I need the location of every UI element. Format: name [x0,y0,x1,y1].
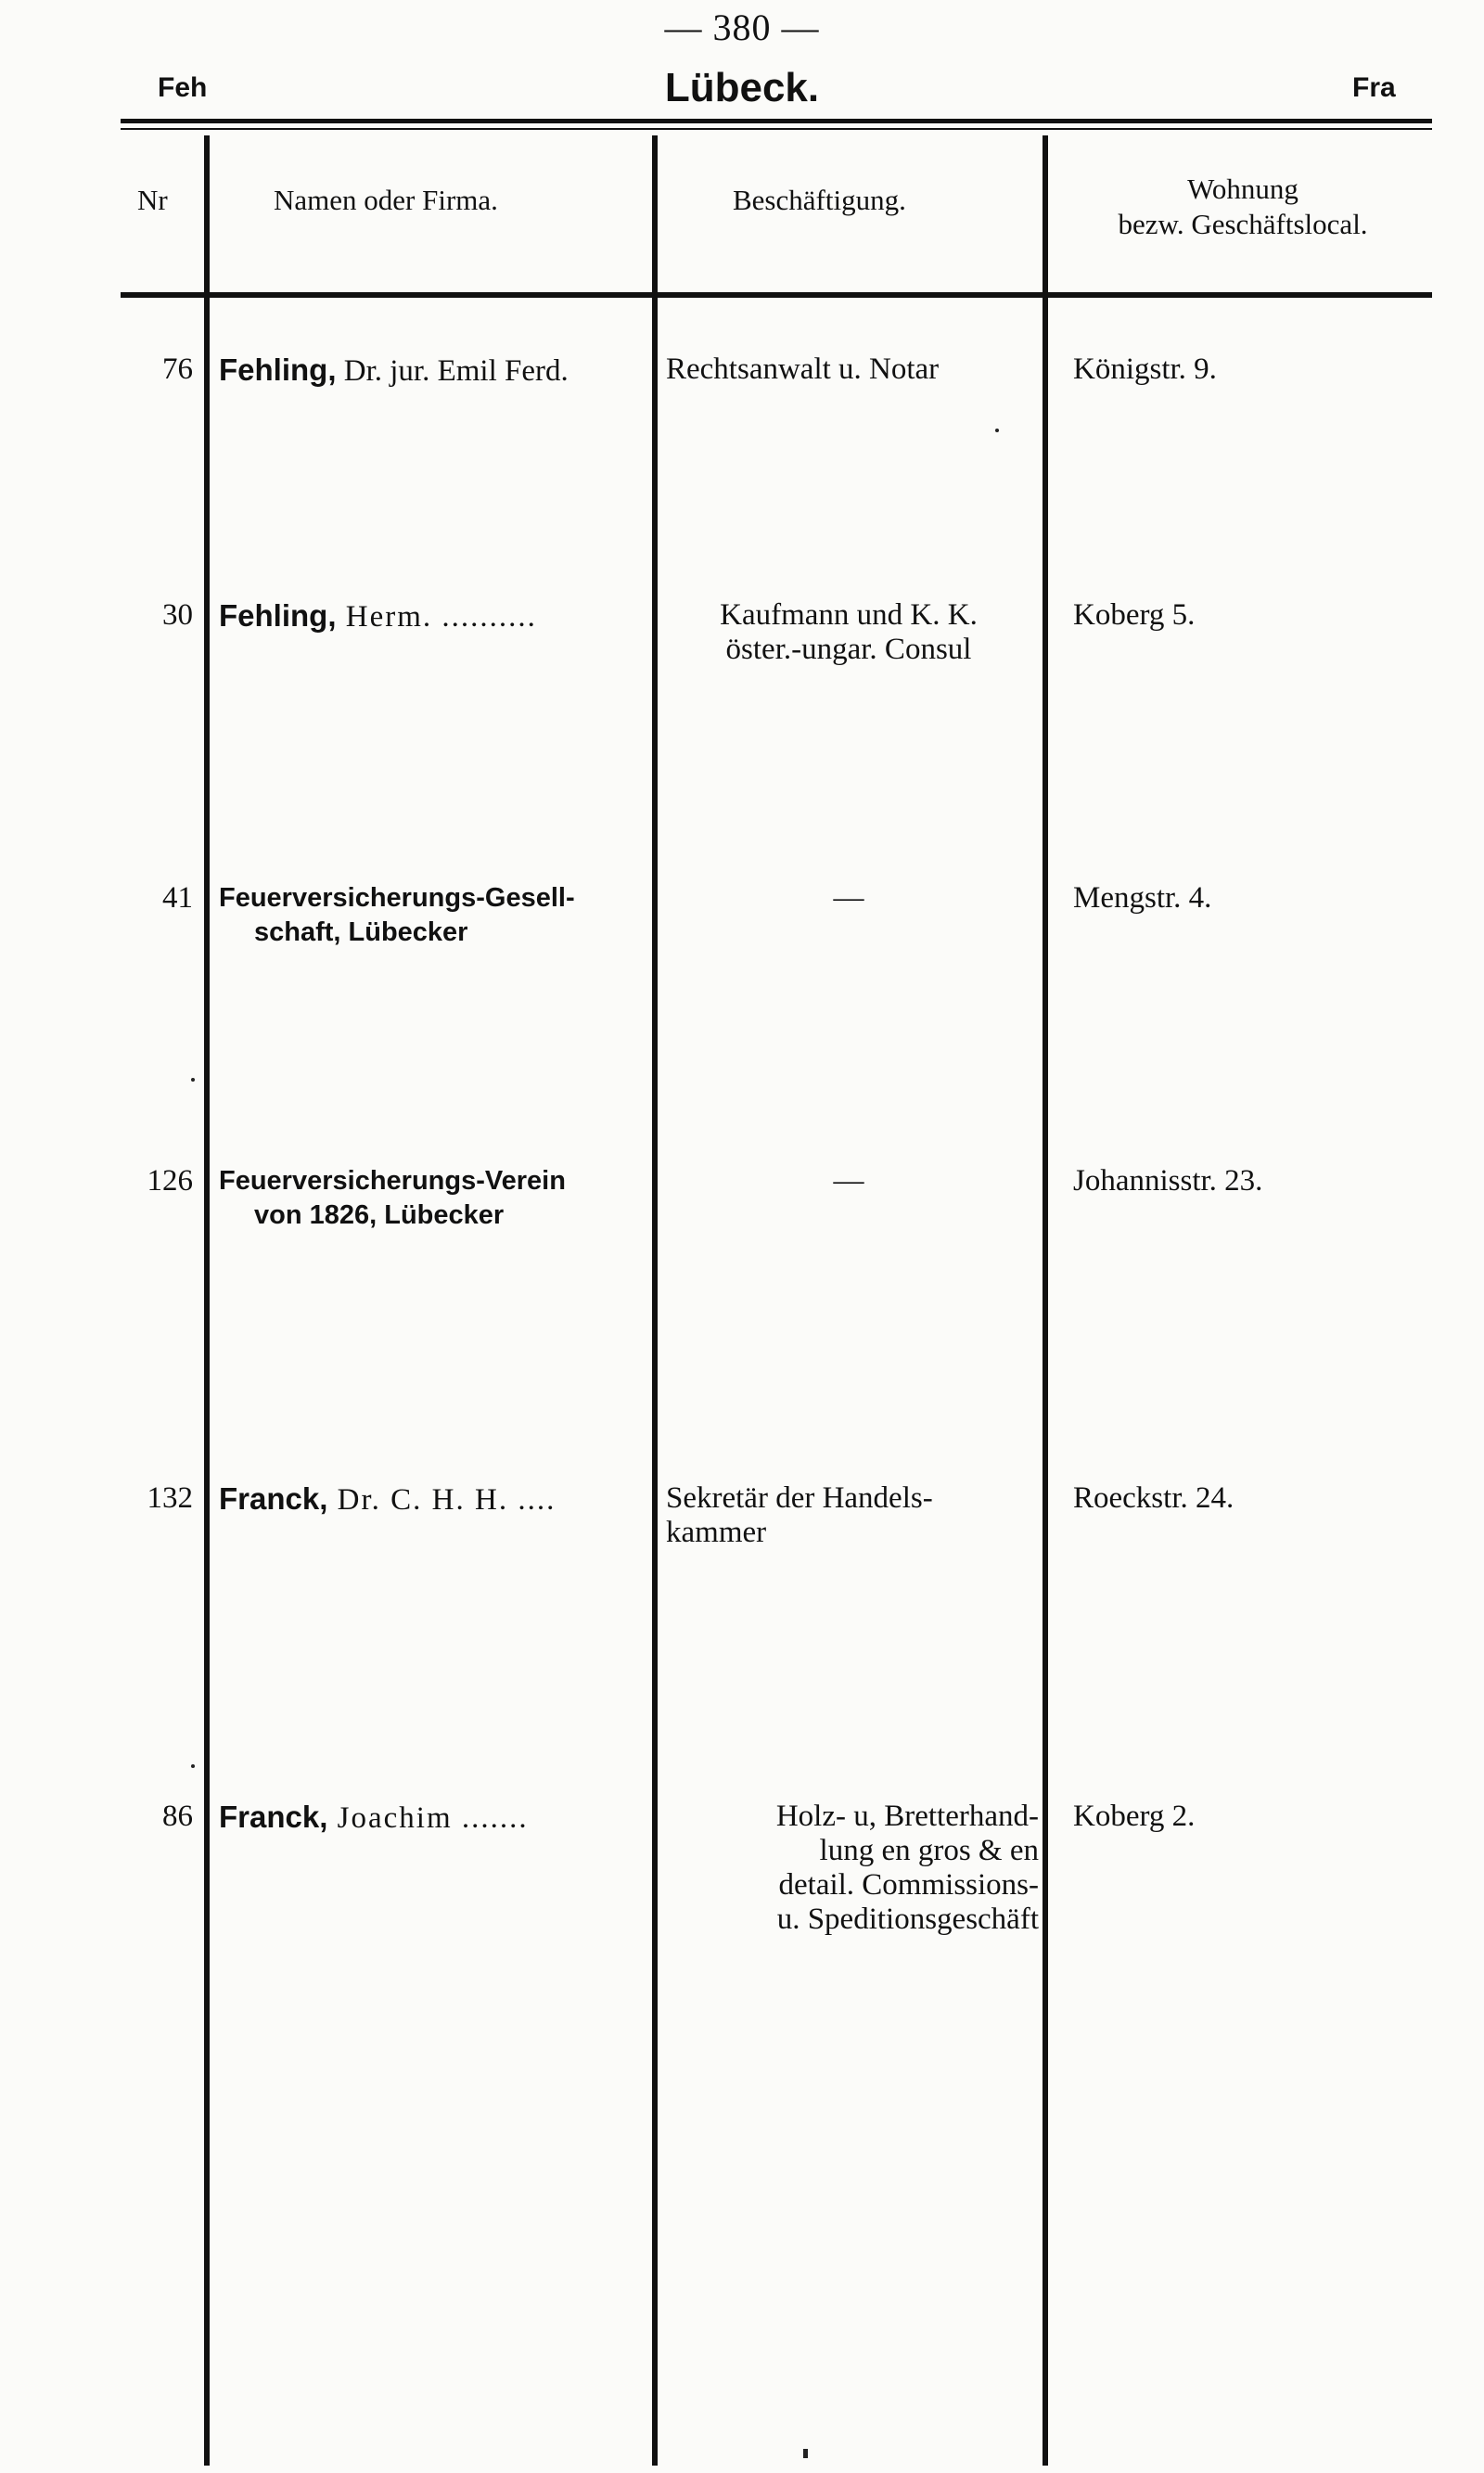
entry-occupation: — [833,1164,864,1198]
entry-occupation-line: detail. Commissions- [778,1868,1039,1902]
entry-surname: Franck, [219,1481,328,1516]
column-divider-1 [204,135,210,2466]
entry-occupation: — [833,881,864,915]
entry-occupation-line: Kaufmann und K. K. [720,598,978,632]
print-speck [191,1764,195,1768]
entry-address: Johannisstr. 23. [1073,1164,1263,1198]
entry-name [219,1481,641,1518]
entry-address: Mengstr. 4. [1073,881,1212,915]
entry-address: Koberg 2. [1073,1800,1196,1833]
entry-surname: Franck, [219,1800,328,1834]
print-speck [995,429,999,432]
running-head-left: Feh [158,72,208,103]
entry-name-line: Feuerversicherungs-Gesell- [219,883,575,913]
entry-name [219,598,641,634]
entry-name [219,352,641,389]
entry-name-rest: Dr. jur. Emil Ferd. [336,354,569,388]
entry-occupation-line: Holz- u, Bretterhand- [775,1800,1039,1833]
entry-address: Königstr. 9. [1073,352,1217,386]
entry-occupation [666,1800,1039,1937]
entry-name-line: Feuerversicherungs-Verein [219,1166,566,1196]
print-speck [803,2449,808,2458]
entry-occupation-line: u. Speditionsgeschäft [776,1903,1039,1936]
top-rule-thin [121,128,1432,130]
entry-occupation-line: lung en gros & en [819,1834,1039,1867]
entry-name-rest: Herm. .......... [336,600,537,634]
entry-nr: 86 [162,1800,193,1833]
header-rule [121,292,1432,298]
entry-name-line: von 1826, Lübecker [254,1200,505,1230]
city-title: Lübeck. [664,65,820,110]
entry-address: Roeckstr. 24. [1073,1481,1235,1515]
column-header-address [1048,172,1438,242]
entry-nr: 41 [162,881,193,915]
entry-occupation [666,1481,1031,1550]
entry-occupation: Rechtsanwalt u. Notar [666,352,940,386]
entry-occupation-line: Sekretär der Handels- [666,1481,933,1515]
column-header-nr: Nr [137,184,168,216]
entry-name [219,1800,641,1836]
entry-name-line: schaft, Lübecker [254,917,468,947]
print-speck [191,1078,195,1082]
entry-name [219,1164,641,1233]
entry-name [219,881,641,950]
entry-name-rest: Joachim ....... [327,1801,529,1835]
column-header-occupation: Beschäftigung. [733,184,906,216]
address-header-line2: bezw. Geschäftslocal. [1118,208,1368,240]
column-header-name: Namen oder Firma. [274,184,498,216]
column-divider-2 [652,135,658,2466]
entry-nr: 126 [147,1164,193,1198]
top-rule [121,119,1432,123]
entry-address: Koberg 5. [1073,598,1196,632]
running-head-right: Fra [1352,72,1396,103]
entry-nr: 132 [147,1481,193,1515]
entry-surname: Fehling, [219,598,337,633]
entry-nr: 76 [162,352,193,386]
address-header-line1: Wohnung [1187,173,1298,205]
entry-name-rest: Dr. C. H. H. .... [327,1483,556,1517]
entry-occupation-line: kammer [666,1516,767,1549]
entry-nr: 30 [162,598,193,632]
entry-occupation-line: öster.-ungar. Consul [725,633,972,666]
column-divider-3 [1043,135,1048,2466]
page-number: — 380 — [664,6,820,48]
entry-occupation [666,598,1031,667]
entry-surname: Fehling, [219,352,337,387]
